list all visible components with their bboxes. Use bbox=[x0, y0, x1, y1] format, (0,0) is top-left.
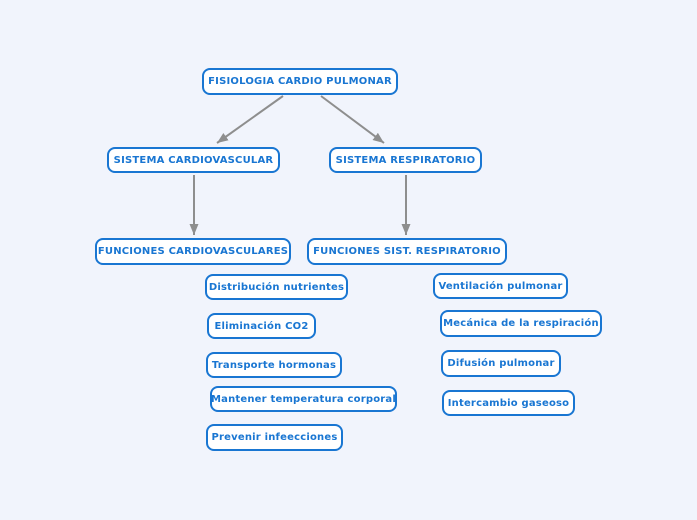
node-label: FUNCIONES CARDIOVASCULARES bbox=[97, 246, 289, 257]
node-mecanica-de-la-respiracion[interactable] bbox=[440, 310, 602, 337]
node-intercambio-gaseoso[interactable] bbox=[442, 390, 575, 416]
node-difusion-pulmonar[interactable] bbox=[441, 350, 561, 377]
node-label: FUNCIONES SIST. RESPIRATORIO bbox=[313, 246, 501, 257]
node-label: Prevenir infeecciones bbox=[211, 432, 338, 443]
node-mantener-temperatura-corporal[interactable] bbox=[210, 386, 397, 412]
node-prevenir-infeecciones[interactable] bbox=[206, 424, 343, 451]
node-transporte-hormonas[interactable] bbox=[206, 352, 342, 378]
node-label: Intercambio gaseoso bbox=[447, 397, 570, 409]
node-label: SISTEMA CARDIOVASCULAR bbox=[113, 154, 274, 166]
node-label: Difusión pulmonar bbox=[447, 358, 555, 369]
connector-root-to-respiratorio bbox=[321, 96, 384, 143]
node-label: FISIOLOGIA CARDIO PULMONAR bbox=[208, 76, 392, 87]
node-fisiologia-cardio-pulmonar[interactable] bbox=[202, 68, 398, 95]
node-label: Eliminación CO2 bbox=[214, 320, 309, 332]
node-label: Transporte hormonas bbox=[211, 359, 337, 371]
node-funciones-sist-respiratorio[interactable] bbox=[307, 238, 507, 265]
node-label: Mantener temperatura corporal bbox=[210, 393, 397, 405]
node-label: Distribución nutrientes bbox=[208, 281, 345, 293]
connector-root-to-cardiovascular bbox=[217, 96, 283, 143]
node-label: Ventilación pulmonar bbox=[438, 280, 563, 292]
node-sistema-respiratorio[interactable] bbox=[329, 147, 482, 173]
node-label: Mecánica de la respiración bbox=[443, 318, 599, 329]
node-label: SISTEMA RESPIRATORIO bbox=[335, 154, 476, 166]
node-ventilacion-pulmonar[interactable] bbox=[433, 273, 568, 299]
node-eliminacion-co2[interactable] bbox=[207, 313, 316, 339]
node-funciones-cardiovasculares[interactable] bbox=[95, 238, 291, 265]
node-sistema-cardiovascular[interactable] bbox=[107, 147, 280, 173]
node-distribucion-nutrientes[interactable] bbox=[205, 274, 348, 300]
